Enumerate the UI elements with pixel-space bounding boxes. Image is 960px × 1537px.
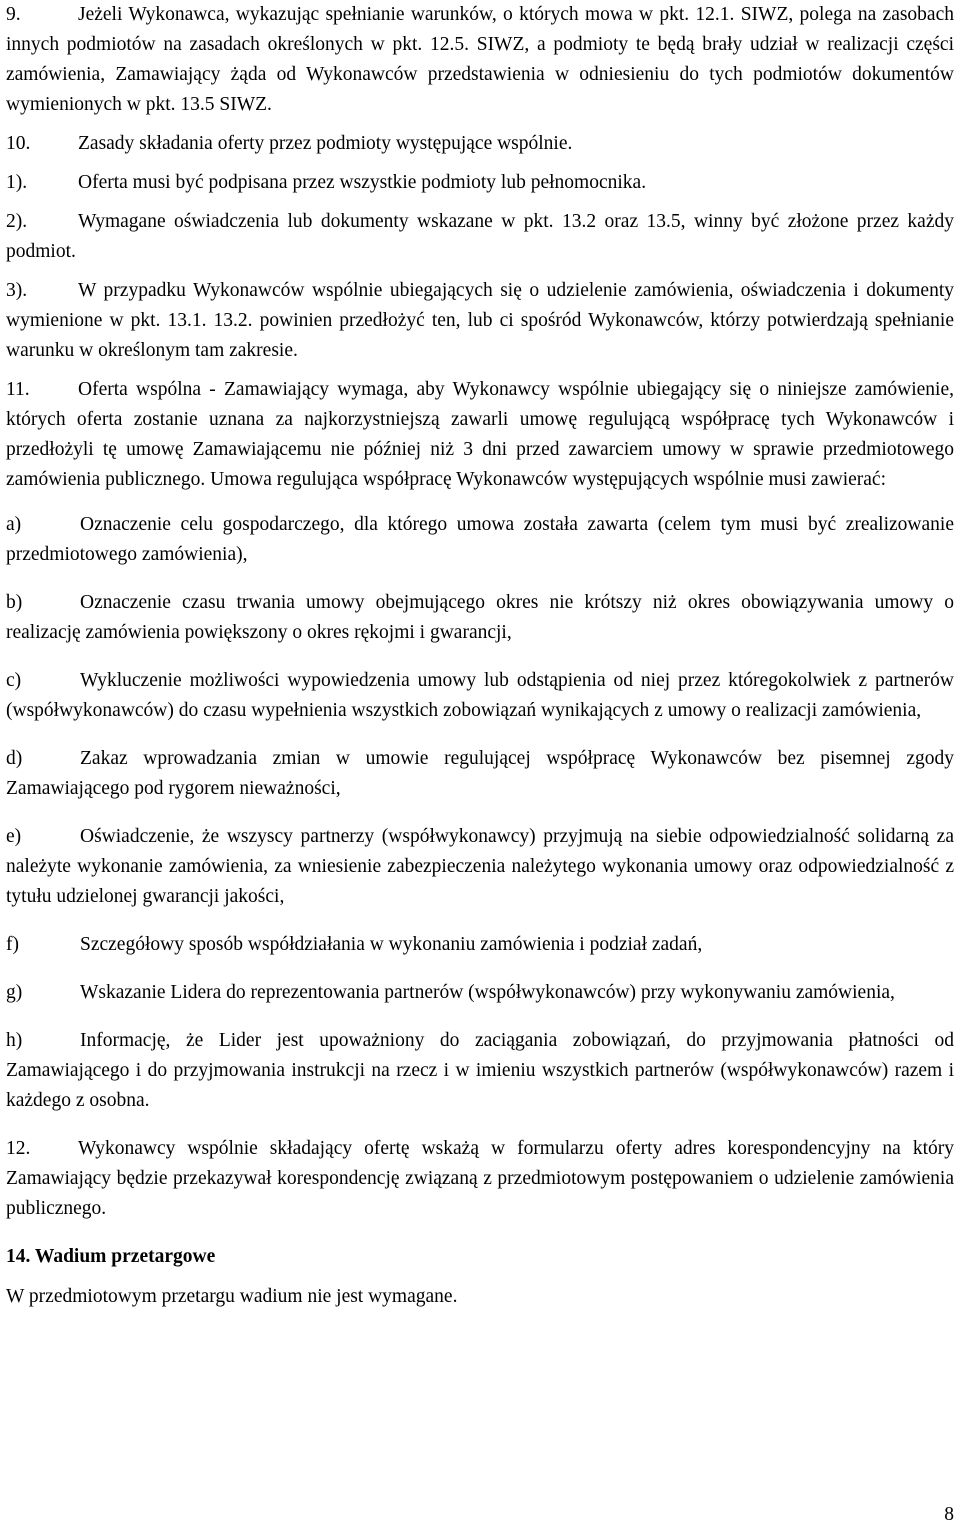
- paragraph-number: 1).: [6, 172, 28, 193]
- paragraph-number: 9.: [6, 4, 21, 25]
- list-letter: c): [6, 670, 22, 691]
- list-text: Oznaczenie celu gospodarczego, dla którego umowa została zawarta (celem tym musi być zrealizowanie przedmiotowego zamówienia),: [6, 514, 954, 565]
- list-letter: h): [6, 1030, 23, 1051]
- list-item-b: [6, 588, 954, 648]
- list-text: Informację, że Lider jest upoważniony do zaciągania zobowiązań, do przyjmowania płatności od Zamawiającego i do przyjmowania instrukcji na rzecz i w imieniu wszystkich partnerów (współwykonawców) razem i każdego z osobna.: [6, 1030, 954, 1111]
- paragraph-10-3: [6, 276, 954, 366]
- list-letter: b): [6, 592, 23, 613]
- section-heading-14: 14. Wadium przetargowe: [6, 1246, 216, 1267]
- paragraph-text: Oferta wspólna - Zamawiający wymaga, aby Wykonawcy wspólnie ubiegający się o niniejsze zamówienie, których oferta zostanie uznana za najkorzystniejszą zawarli umowę regulującą współpracę tych Wykonawców i przedłożyli tę umowę Zamawiającemu nie później niż 3 dni przed zawarciem umowy w sprawie przedmiotowego zamówienia publicznego. Umowa regulująca współpracę Wykonawców występujących wspólnie musi zawierać:: [6, 379, 954, 490]
- list-text: Oświadczenie, że wszyscy partnerzy (współwykonawcy) przyjmują na siebie odpowiedzialność solidarną za należyte wykonanie zamówienia, za wniesienie zabezpieczenia należytego wykonania umowy oraz odpowiedzialność z tytułu udzielonej gwarancji jakości,: [6, 826, 954, 907]
- list-letter: g): [6, 982, 23, 1003]
- document-page: [6, 0, 954, 1312]
- paragraph-number: 11.: [6, 379, 30, 400]
- paragraph-14-text: W przedmiotowym przetargu wadium nie jest wymagane.: [6, 1286, 458, 1307]
- paragraph-text: Oferta musi być podpisana przez wszystkie podmioty lub pełnomocnika.: [78, 172, 647, 193]
- list-item-c: [6, 666, 954, 726]
- paragraph-number: 12.: [6, 1138, 31, 1159]
- list-letter: a): [6, 514, 22, 535]
- page-number: 8: [944, 1504, 954, 1525]
- paragraph-9: [6, 0, 954, 120]
- list-item-g: [6, 978, 954, 1008]
- paragraph-11: [6, 375, 954, 495]
- list-letter: d): [6, 748, 23, 769]
- paragraph-text: W przypadku Wykonawców wspólnie ubiegających się o udzielenie zamówienia, oświadczenia i dokumenty wymienione w pkt. 13.1. 13.2. powinien przedłożyć ten, lub ci spośród Wykonawców, którzy potwierdzają spełnianie warunku w określonym tam zakresie.: [6, 280, 954, 361]
- list-item-e: [6, 822, 954, 912]
- paragraph-10: [6, 129, 954, 159]
- paragraph-text: Zasady składania oferty przez podmioty występujące wspólnie.: [78, 133, 573, 154]
- list-letter: e): [6, 826, 22, 847]
- list-text: Wykluczenie możliwości wypowiedzenia umowy lub odstąpienia od niej przez któregokolwiek z partnerów (współwykonawców) do czasu wypełnienia wszystkich zobowiązań wynikających z umowy o realizacji zamówienia,: [6, 670, 954, 721]
- paragraph-text: Jeżeli Wykonawca, wykazując spełnianie warunków, o których mowa w pkt. 12.1. SIWZ, polega na zasobach innych podmiotów na zasadach określonych w pkt. 12.5. SIWZ, a podmioty te będą brały udział w realizacji części zamówienia, Zamawiający żąda od Wykonawców przedstawienia w odniesieniu do tych podmiotów dokumentów wymienionych w pkt. 13.5 SIWZ.: [6, 4, 954, 115]
- list-text: Zakaz wprowadzania zmian w umowie regulującej współpracę Wykonawców bez pisemnej zgody Zamawiającego pod rygorem nieważności,: [6, 748, 954, 799]
- paragraph-number: 2).: [6, 211, 28, 232]
- paragraph-text: Wykonawcy wspólnie składający ofertę wskażą w formularzu oferty adres korespondencyjny na który Zamawiający będzie przekazywał korespondencję związaną z przedmiotowym postępowaniem o udzielenie zamówienia publicznego.: [6, 1138, 954, 1219]
- list-text: Oznaczenie czasu trwania umowy obejmującego okres nie krótszy niż okres obowiązywania umowy o realizację zamówienia powiększony o okres rękojmi i gwarancji,: [6, 592, 954, 643]
- list-item-h: [6, 1026, 954, 1116]
- list-letter: f): [6, 934, 19, 955]
- paragraph-number: 3).: [6, 280, 28, 301]
- paragraph-12: [6, 1134, 954, 1224]
- list-text: Wskazanie Lidera do reprezentowania partnerów (współwykonawców) przy wykonywaniu zamówienia,: [80, 982, 895, 1003]
- list-item-a: [6, 510, 954, 570]
- paragraph-number: 10.: [6, 133, 31, 154]
- list-item-d: [6, 744, 954, 804]
- list-text: Szczegółowy sposób współdziałania w wykonaniu zamówienia i podział zadań,: [80, 934, 703, 955]
- paragraph-10-2: [6, 207, 954, 267]
- paragraph-text: Wymagane oświadczenia lub dokumenty wskazane w pkt. 13.2 oraz 13.5, winny być złożone przez każdy podmiot.: [6, 211, 954, 262]
- list-item-f: [6, 930, 954, 960]
- paragraph-10-1: [6, 168, 954, 198]
